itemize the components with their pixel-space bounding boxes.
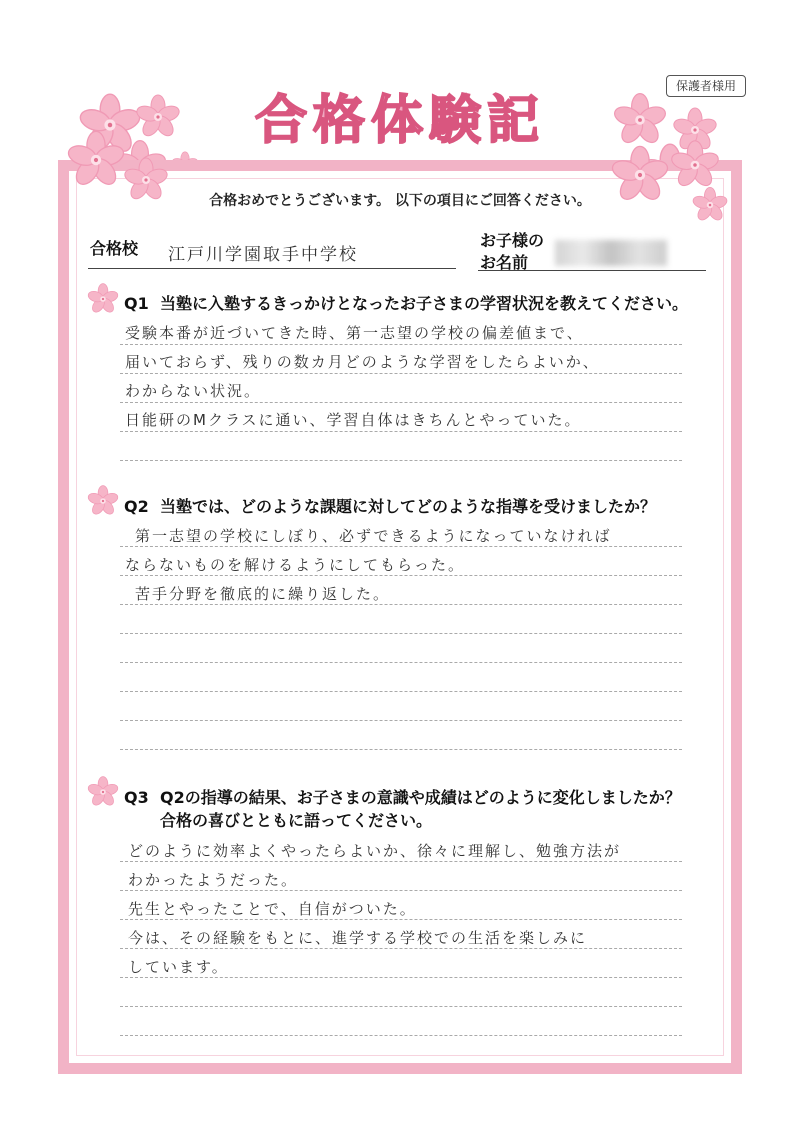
- q2-rule: [120, 604, 682, 605]
- q3-rule: [120, 1035, 682, 1036]
- q2-rule: [120, 546, 682, 547]
- school-value: 江戸川学園取手中学校: [168, 245, 358, 265]
- q3-answer-line-1: どのように効率よくやったらよいか、徐々に理解し、勉強方法が: [128, 842, 622, 860]
- q3-rule: [120, 977, 682, 978]
- q1-answer-line-4: 日能研のMクラスに通い、学習自体はきちんとやっていた。: [125, 411, 582, 429]
- q1-rule: [120, 431, 682, 432]
- name-label-1: お子様の: [480, 231, 545, 250]
- q3-number: Q3: [124, 788, 149, 807]
- q1-heading: [124, 291, 688, 314]
- q1-rule: [120, 460, 682, 461]
- q2-rule: [120, 662, 682, 663]
- q1-question: 当塾に入塾するきっかけとなったお子さまの学習状況を教えてください。: [160, 294, 689, 313]
- q1-rule: [120, 373, 682, 374]
- q3-rule: [120, 890, 682, 891]
- q3-rule: [120, 948, 682, 949]
- school-label: 合格校: [90, 239, 139, 258]
- q3-heading: [124, 785, 681, 808]
- q2-rule: [120, 691, 682, 692]
- q2-question: 当塾では、どのような課題に対してどのような指導を受けましたか？: [160, 497, 657, 516]
- q3-rule: [120, 861, 682, 862]
- q3-rule: [120, 1006, 682, 1007]
- q2-answer-line-1: 第一志望の学校にしぼり、必ずできるようになっていなければ: [135, 527, 612, 545]
- page-title: 合格体験記: [254, 90, 545, 151]
- q1-blossom-icon: [86, 282, 120, 316]
- q3-question-line-2: 合格の喜びとともに語ってください。: [160, 811, 433, 830]
- q1-rule: [120, 402, 682, 403]
- q2-heading: [124, 494, 656, 517]
- q2-answer-line-2: ならないものを解けるようにしてもらった。: [125, 556, 466, 574]
- blossom-cluster-frame-right-icon: [600, 135, 740, 225]
- q3-answer-line-2: わかったようだった。: [128, 871, 299, 889]
- name-label-2: お名前: [480, 253, 529, 272]
- q3-answer-line-4: 今は、その経験をもとに、進学する学校での生活を楽しみに: [128, 929, 588, 947]
- q2-rule: [120, 575, 682, 576]
- school-underline: [88, 268, 456, 269]
- q2-answer-line-3: 苦手分野を徹底的に繰り返した。: [135, 585, 391, 603]
- q3-blossom-icon: [86, 775, 120, 809]
- q1-answer-line-2: 届いておらず、残りの数カ月どのような学習をしたらよいか、: [125, 353, 600, 371]
- name-redaction: [555, 240, 667, 266]
- q2-blossom-icon: [86, 484, 120, 518]
- intro-text: 合格おめでとうございます。 以下の項目にご回答ください。: [209, 193, 591, 209]
- protector-badge: 保護者様用: [666, 75, 746, 97]
- q2-rule: [120, 720, 682, 721]
- q1-answer-line-1: 受験本番が近づいてきた時、第一志望の学校の偏差値まで、: [125, 324, 584, 342]
- q3-rule: [120, 919, 682, 920]
- q1-answer-line-3: わからない状況。: [125, 382, 262, 400]
- q3-question: Q2の指導の結果、お子さまの意識や成績はどのように変化しましたか？: [160, 788, 681, 807]
- q1-rule: [120, 344, 682, 345]
- name-underline: [478, 270, 706, 271]
- q2-rule: [120, 633, 682, 634]
- q3-answer-line-3: 先生とやったことで、自信がついた。: [128, 900, 417, 918]
- q2-number: Q2: [124, 497, 149, 516]
- q2-rule: [120, 749, 682, 750]
- q3-answer-line-5: しています。: [128, 958, 229, 976]
- q1-number: Q1: [124, 294, 149, 313]
